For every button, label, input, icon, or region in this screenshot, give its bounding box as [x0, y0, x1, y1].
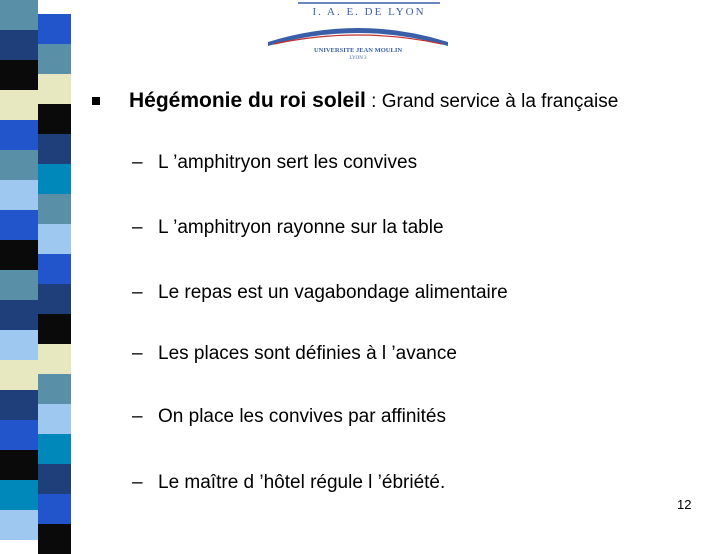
stripe-band — [38, 344, 71, 374]
bullet-square-icon — [92, 97, 100, 105]
stripe-band — [0, 0, 38, 30]
stripe-band — [38, 164, 71, 194]
stripe-band — [0, 420, 38, 450]
stripe-band — [38, 74, 71, 104]
sub-item-amphitryon-serves — [132, 152, 417, 174]
stripe-band — [0, 30, 38, 60]
stripe-band — [38, 284, 71, 314]
stripe-band — [0, 240, 38, 270]
logo-university: UNIVERSITE JEAN MOULIN — [313, 47, 403, 54]
stripe-band — [38, 524, 71, 554]
sub-item-text: Le repas est un vagabondage alimentaire — [158, 282, 508, 303]
sub-item-maitre-d-regulates — [132, 472, 445, 494]
stripe-band — [38, 464, 71, 494]
sub-item-text: Le maître d ’hôtel régule l ’ébriété. — [158, 472, 446, 493]
stripe-band — [38, 314, 71, 344]
stripe-band — [38, 194, 71, 224]
sub-item-text: On place les convives par affinités — [158, 406, 446, 427]
dash-marker: – — [132, 472, 143, 493]
sub-item-place-by-affinity — [132, 406, 446, 428]
sub-item-text: L ’amphitryon sert les convives — [158, 152, 418, 173]
decorative-stripe-sidebar — [0, 0, 71, 540]
stripe-band — [38, 14, 71, 44]
sub-item-text: L ’amphitryon rayonne sur la table — [158, 217, 444, 238]
stripe-band — [0, 360, 38, 390]
iae-lyon-logo — [268, 0, 448, 64]
dash-marker: – — [132, 152, 143, 173]
stripe-band — [0, 120, 38, 150]
stripe-band — [0, 330, 38, 360]
main-point-heading: Hégémonie du roi soleil — [129, 89, 366, 112]
stripe-band — [0, 300, 38, 330]
stripe-band — [38, 404, 71, 434]
logo-campus: LYON 3 — [349, 56, 367, 61]
stripe-band — [0, 60, 38, 90]
stripe-band — [0, 180, 38, 210]
stripe-band — [38, 44, 71, 74]
stripe-band — [38, 134, 71, 164]
stripe-band — [0, 510, 38, 540]
sub-item-places-defined — [132, 343, 457, 365]
stripe-band — [0, 480, 38, 510]
stripe-band — [0, 450, 38, 480]
stripe-band — [38, 224, 71, 254]
stripe-band — [0, 390, 38, 420]
dash-marker: – — [132, 217, 143, 238]
stripe-band — [0, 270, 38, 300]
main-point-subtitle: : Grand service à la française — [365, 91, 619, 112]
sub-item-text: Les places sont définies à l ’avance — [158, 343, 457, 364]
stripe-band — [38, 374, 71, 404]
main-point — [129, 89, 618, 113]
stripe-band — [0, 210, 38, 240]
stripe-band — [38, 494, 71, 524]
stripe-band — [38, 104, 71, 134]
sub-item-meal-wandering — [132, 282, 508, 304]
stripe-band — [0, 150, 38, 180]
dash-marker: – — [132, 282, 143, 303]
stripe-band — [0, 90, 38, 120]
page-number: 12 — [677, 497, 692, 512]
dash-marker: – — [132, 406, 143, 427]
logo-top-text: I. A. E. DE LYON — [312, 6, 426, 18]
stripe-band — [38, 254, 71, 284]
sub-item-amphitryon-shines — [132, 217, 444, 239]
stripe-band — [38, 434, 71, 464]
dash-marker: – — [132, 343, 143, 364]
